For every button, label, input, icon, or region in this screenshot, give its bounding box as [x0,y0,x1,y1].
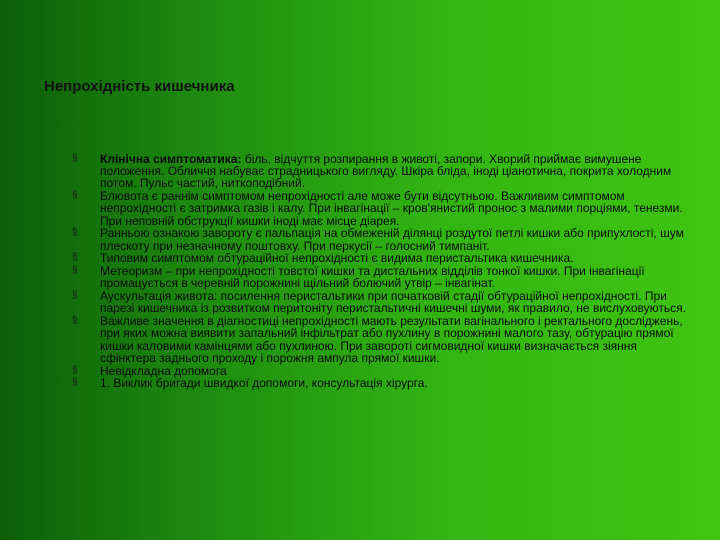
bullet-text: 1. Виклик бригади швидкої допомоги, консультація хірурга. [100,376,428,391]
bullet-marker-icon: § [72,252,78,264]
bullet-text: Аускультація живота: посилення перистальтики при початковій стадії обтураційної непрохідності. При парезі кишечника із розвитком перитоніту перистальтичні кишечні шуми, як правило, не вислуховуються. [100,289,686,316]
bullet-marker-icon: § [72,290,78,302]
bullet-item-volvulus-sign [72,227,687,251]
bullet-item-symptoms [72,153,687,190]
bullet-text: біль, відчуття розпирання в животі, запори. Хворий приймає вимушене положення. Обличчя набуває страдницького вигляду. Шкіра бліда, іноді ціанотична, покрита холодним потом. Пульс частий, ниткоподібний. [100,152,672,191]
bullet-list [72,153,687,390]
bullet-item-emergency-care [72,365,687,377]
bullet-marker-icon: § [72,227,78,239]
bullet-item-exam [72,315,687,364]
bullet-item-peristalsis [72,252,687,264]
bullet-lead-text: Клінічна симптоматика: [100,152,242,166]
bullet-marker-icon: § [72,265,78,277]
bullet-marker-icon: § [72,153,78,164]
bullet-text: Ранньою ознакою завороту є пальпація на обмеженій ділянці роздутої петлі кишки або припухлості, шум плескоту при незначному поштовху. При перкусії – голосний тимпаніт. [100,226,684,253]
bullet-text: Невідкладна допомога [100,363,227,378]
bullet-marker-icon: § [72,377,78,389]
slide-title: Непрохідність кишечника [44,78,235,95]
bullet-text: Метеоризм – при непрохідності товстої кишки та дистальних відділів тонкої кишки. При інвагінації промацується в черевній порожнині щільний болючий утвір – інвагінат. [100,264,645,291]
bullet-item-auscultation [72,290,687,314]
bullet-marker-icon: § [72,190,78,202]
bullet-text: Блювота є раннім симптомом непрохідності але може бути відсутньою. Важливим симптомом непрохідності є затримка газів і калу. При інвагінації – кров'янистий пронос з малими порціями, тенезми. При неповній обструкції кишки іноді має місце діарея. [100,189,683,228]
bullet-text: Важливе значення в діагностиці непрохідності мають результати вагінального і ректального досліджень, при яких можна виявити запальний інфільтрат або пухлину в порожнині малого тазу, обтурацію прямої кишки каловими камінцями або пухлиною. При завороті сигмовидної кишки визначається зіяння сфінктера заднього проходу і порожня ампула прямої кишки. [100,314,683,365]
bullet-marker-icon: § [72,315,78,327]
bullet-item-meteorism [72,265,687,289]
bullet-item-vomiting [72,190,687,227]
bullet-text: Типовим симптомом обтураційної непрохідності є видима перистальтика кишечника. [100,251,574,266]
bullet-marker-icon: § [72,364,78,376]
bullet-item-call-ambulance [72,377,687,389]
